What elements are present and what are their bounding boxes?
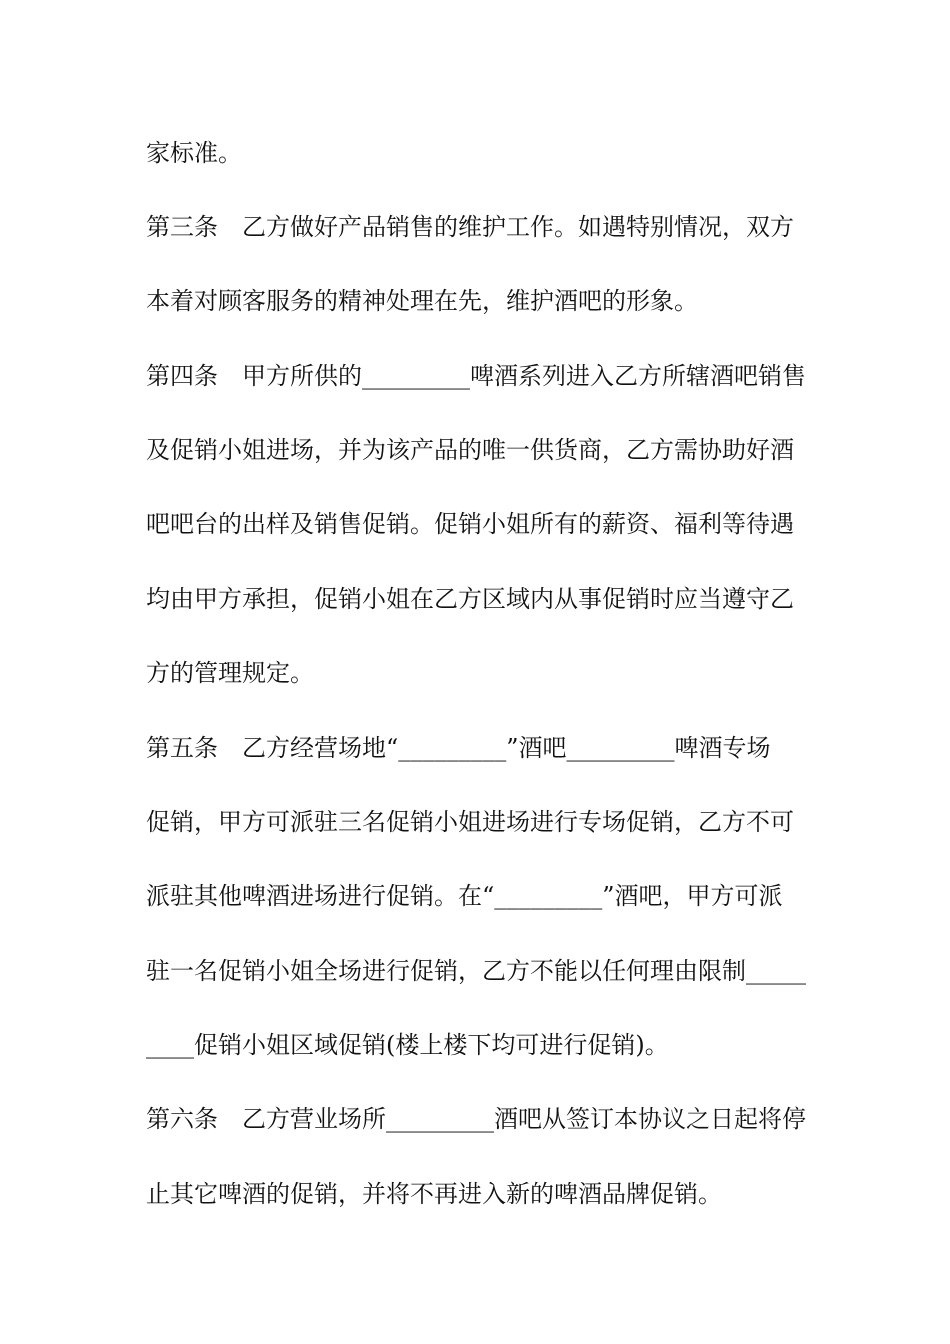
article-6-line-2: 止其它啤酒的促销，并将不再进入新的啤酒品牌促销。 bbox=[146, 1180, 722, 1208]
article-5-line-1: 第五条 乙方经营场地“_________”酒吧_________啤酒专场 bbox=[146, 734, 771, 762]
article-4-line-2: 及促销小姐进场，并为该产品的唯一供货商，乙方需协助好酒 bbox=[146, 436, 794, 464]
article-4-line-3: 吧吧台的出样及销售促销。促销小姐所有的薪资、福利等待遇 bbox=[146, 510, 794, 538]
article-4-line-5: 方的管理规定。 bbox=[146, 659, 314, 687]
text-line: 家标准。 bbox=[146, 139, 242, 167]
article-5-line-5: ____促销小姐区域促销(楼上楼下均可进行促销)。 bbox=[146, 1031, 669, 1059]
article-3-line-1: 第三条 乙方做好产品销售的维护工作。如遇特别情况，双方 bbox=[146, 213, 794, 241]
article-5-line-2: 促销，甲方可派驻三名促销小姐进场进行专场促销，乙方不可 bbox=[146, 808, 794, 836]
article-4-line-1: 第四条 甲方所供的_________啤酒系列进入乙方所辖酒吧销售 bbox=[146, 362, 806, 390]
article-3-line-2: 本着对顾客服务的精神处理在先，维护酒吧的形象。 bbox=[146, 287, 698, 315]
article-4-line-4: 均由甲方承担，促销小姐在乙方区域内从事促销时应当遵守乙 bbox=[146, 585, 794, 613]
article-5-line-4: 驻一名促销小姐全场进行促销，乙方不能以任何理由限制_____ bbox=[146, 957, 806, 985]
article-6-line-1: 第六条 乙方营业场所_________酒吧从签订本协议之日起将停 bbox=[146, 1105, 806, 1133]
article-5-line-3: 派驻其他啤酒进场进行促销。在“_________”酒吧，甲方可派 bbox=[146, 882, 783, 910]
